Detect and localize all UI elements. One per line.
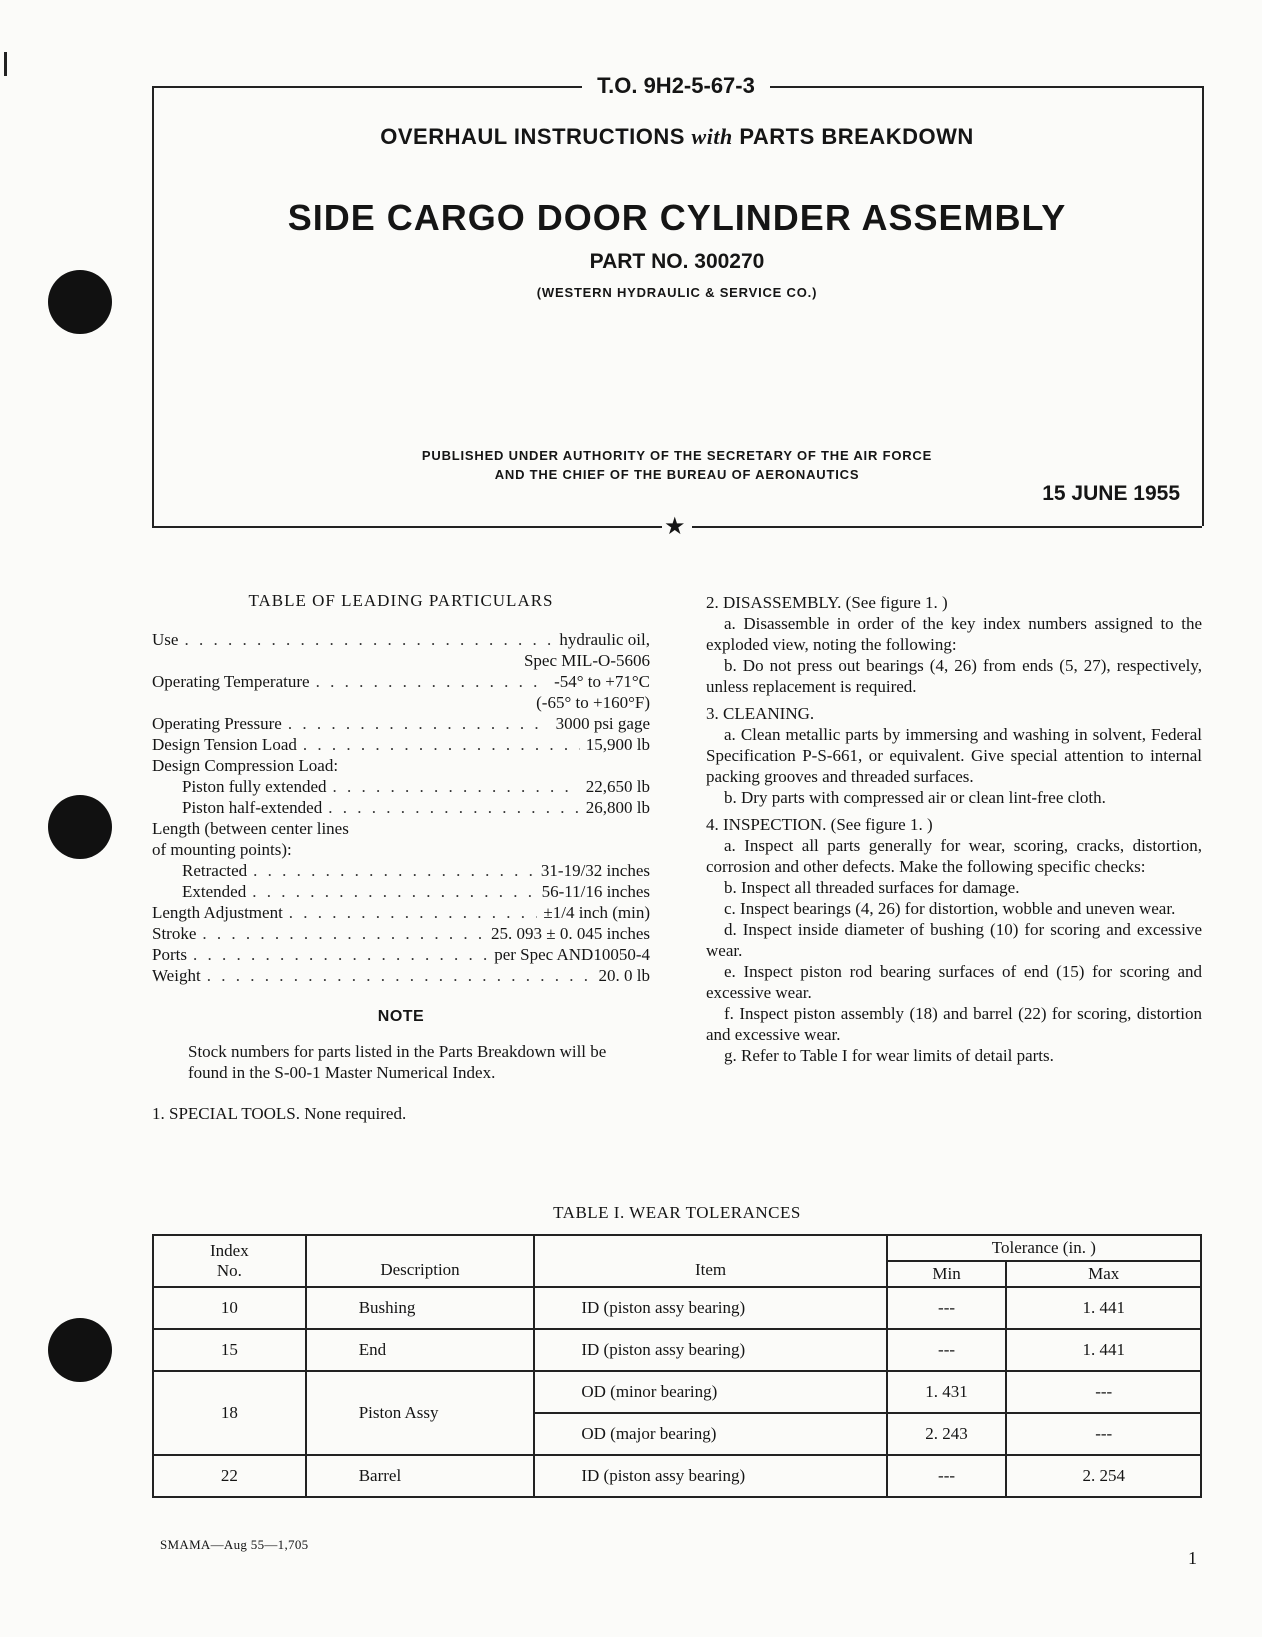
note-title: NOTE (377, 1008, 425, 1025)
leading-particulars-title: TABLE OF LEADING PARTICULARS (248, 591, 554, 610)
inspection-step-e: e. Inspect piston rod bearing surfaces of end (15) for scoring and excessive wear. (706, 962, 1202, 1002)
document-type-part2: PARTS BREAKDOWN (739, 124, 974, 149)
particular-label: Retracted (182, 861, 248, 880)
particular-row (152, 671, 650, 692)
particular-row (152, 944, 650, 965)
binder-hole (48, 1318, 112, 1382)
table-row (153, 1287, 1201, 1329)
max-header: Max (1006, 1261, 1201, 1287)
page-number: 1 (1188, 1548, 1197, 1568)
cleaning-heading: 3. CLEANING. (706, 704, 815, 723)
description-cell: Barrel (306, 1455, 535, 1497)
left-column (152, 590, 650, 1124)
table-header-row (153, 1235, 1201, 1261)
authority-line: PUBLISHED UNDER AUTHORITY OF THE SECRETARY OF THE AIR FORCE (421, 448, 933, 463)
particular-row (152, 713, 650, 734)
wear-tolerances-table (152, 1234, 1202, 1498)
index-cell: 15 (153, 1329, 306, 1371)
document-title: SIDE CARGO DOOR CYLINDER ASSEMBLY (287, 197, 1067, 238)
particular-value: 31-19/32 inches (540, 861, 650, 880)
particular-value: (-65° to +160°F) (536, 693, 650, 712)
particular-row (152, 734, 650, 755)
table-row (153, 1455, 1201, 1497)
min-cell: 1. 431 (887, 1371, 1007, 1413)
particular-label: Operating Pressure (152, 714, 282, 733)
max-cell: --- (1006, 1413, 1201, 1455)
document-type (152, 124, 1202, 150)
frame-rule (770, 86, 1202, 88)
particular-label: Extended (182, 882, 247, 901)
inspection-step-f: f. Inspect piston assembly (18) and barrel (22) for scoring, distortion and excessive wear. (706, 1004, 1202, 1044)
particular-value: 56-11/16 inches (541, 882, 650, 901)
note-body: Stock numbers for parts listed in the Parts Breakdown will be found in the S-00-1 Master Numerical Index. (188, 1042, 607, 1082)
authority-line: AND THE CHIEF OF THE BUREAU OF AERONAUTICS (494, 467, 860, 482)
particular-group-label: Design Compression Load: (152, 756, 339, 775)
inspection-step-d: d. Inspect inside diameter of bushing (10) for scoring and excessive wear. (706, 920, 1202, 960)
inspection-step-g: g. Refer to Table I for wear limits of detail parts. (724, 1046, 1054, 1065)
inspection-step-a: a. Inspect all parts generally for wear, scoring, cracks, distortion, corrosion and other defects. Make the following specific checks: (706, 836, 1202, 876)
inspection-step-c: c. Inspect bearings (4, 26) for distortion, wobble and uneven wear. (724, 899, 1176, 918)
particular-row (152, 965, 650, 986)
particular-value: per Spec AND10050-4 (494, 945, 650, 964)
star-icon: ★ (664, 512, 686, 540)
disassembly-step-b: b. Do not press out bearings (4, 26) from ends (5, 27), respectively, unless replacement is required. (706, 656, 1202, 696)
particular-label: Stroke (152, 924, 197, 943)
special-tools-section: 1. SPECIAL TOOLS. None required. (152, 1104, 407, 1123)
particular-value: 22,650 lb (585, 777, 650, 796)
binder-hole (48, 795, 112, 859)
particular-label: Piston fully extended (182, 777, 327, 796)
min-cell: --- (887, 1287, 1007, 1329)
particular-row (152, 629, 650, 650)
disassembly-step-a: a. Disassemble in order of the key index numbers assigned to the exploded view, noting the following: (706, 614, 1202, 654)
particular-value: hydraulic oil, (559, 630, 650, 649)
particular-value: -54° to +71°C (554, 672, 650, 691)
document-type-part1: OVERHAUL INSTRUCTIONS (380, 124, 685, 149)
particular-label: Design Tension Load (152, 735, 297, 754)
particular-label: Ports (152, 945, 187, 964)
particular-row (152, 881, 650, 902)
max-cell: 1. 441 (1006, 1287, 1201, 1329)
particular-value: 3000 psi gage (555, 714, 650, 733)
document-type-with: with (691, 124, 733, 149)
print-code: SMAMA—Aug 55—1,705 (160, 1537, 309, 1552)
particular-row (152, 860, 650, 881)
particular-label: Length Adjustment (152, 903, 283, 922)
particular-value: ±1/4 inch (min) (543, 903, 650, 922)
frame-rule (152, 86, 582, 88)
scan-edge-mark (4, 52, 7, 76)
min-cell: --- (887, 1455, 1007, 1497)
index-cell: 18 (153, 1371, 306, 1455)
frame-rule (152, 526, 662, 528)
description-cell: Bushing (306, 1287, 535, 1329)
particular-label: Operating Temperature (152, 672, 310, 691)
max-cell: 2. 254 (1006, 1455, 1201, 1497)
table-row (153, 1371, 1201, 1413)
description-cell: Piston Assy (306, 1371, 535, 1455)
item-cell: ID (piston assy bearing) (534, 1287, 886, 1329)
index-cell: 22 (153, 1455, 306, 1497)
particular-value: 26,800 lb (585, 798, 650, 817)
index-header: Index No. (153, 1235, 306, 1287)
min-cell: 2. 243 (887, 1413, 1007, 1455)
index-cell: 10 (153, 1287, 306, 1329)
max-cell: 1. 441 (1006, 1329, 1201, 1371)
table-caption: TABLE I. WEAR TOLERANCES (553, 1203, 801, 1222)
technical-order-number: T.O. 9H2-5-67-3 (582, 72, 770, 100)
particular-label: Piston half-extended (182, 798, 323, 817)
item-header: Item (534, 1235, 886, 1287)
cleaning-step-b: b. Dry parts with compressed air or clean lint-free cloth. (724, 788, 1106, 807)
inspection-step-b: b. Inspect all threaded surfaces for damage. (724, 878, 1020, 897)
max-cell: --- (1006, 1371, 1201, 1413)
item-cell: ID (piston assy bearing) (534, 1455, 886, 1497)
item-cell: ID (piston assy bearing) (534, 1329, 886, 1371)
particular-label: Use (152, 630, 179, 649)
particular-row (152, 797, 650, 818)
manufacturer: (WESTERN HYDRAULIC & SERVICE CO.) (536, 285, 818, 300)
disassembly-heading: 2. DISASSEMBLY. (See figure 1. ) (706, 593, 948, 612)
frame-rule (692, 526, 1202, 528)
particular-value: 25. 093 ± 0. 045 inches (490, 924, 650, 943)
description-cell: End (306, 1329, 535, 1371)
min-cell: --- (887, 1329, 1007, 1371)
inspection-heading: 4. INSPECTION. (See figure 1. ) (706, 815, 933, 834)
tolerance-header: Tolerance (in. ) (887, 1235, 1201, 1261)
particular-row (152, 923, 650, 944)
item-cell: OD (minor bearing) (534, 1371, 886, 1413)
particular-value: 15,900 lb (585, 735, 650, 754)
table-row (153, 1329, 1201, 1371)
particular-value: 20. 0 lb (598, 966, 650, 985)
min-header: Min (887, 1261, 1007, 1287)
part-number: PART NO. 300270 (589, 250, 765, 273)
right-column (706, 592, 1202, 1066)
item-cell: OD (major bearing) (534, 1413, 886, 1455)
particular-row (152, 902, 650, 923)
binder-hole (48, 270, 112, 334)
particular-label: Weight (152, 966, 201, 985)
publication-date: 15 JUNE 1955 (1042, 482, 1180, 505)
cleaning-step-a: a. Clean metallic parts by immersing and washing in solvent, Federal Specification P-S-661, or equivalent. Give special attention to internal packing grooves and threaded surfaces. (706, 725, 1202, 786)
particular-row (152, 776, 650, 797)
particular-group-label: of mounting points): (152, 840, 292, 859)
particular-group-label: Length (between center lines (152, 819, 349, 838)
description-header: Description (306, 1235, 535, 1287)
particular-value: Spec MIL-O-5606 (523, 651, 650, 670)
